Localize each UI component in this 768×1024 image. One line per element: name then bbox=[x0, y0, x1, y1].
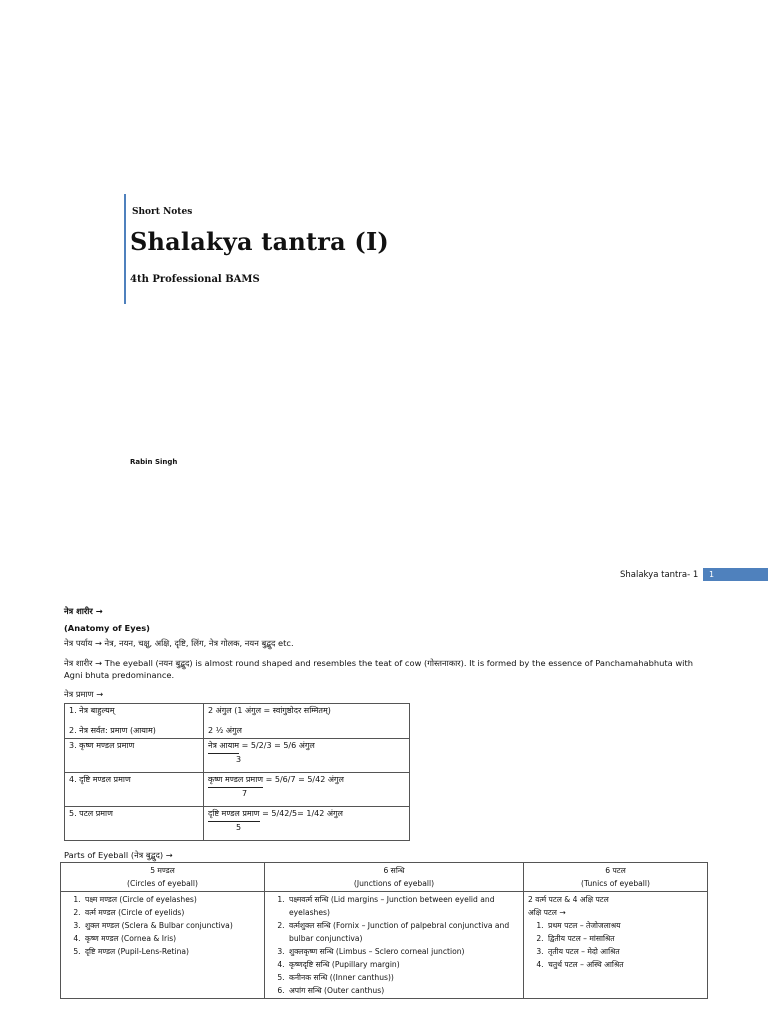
table-cell bbox=[265, 892, 524, 999]
table-header-cell bbox=[265, 863, 524, 892]
list-item: 5. दृष्टि मण्डल (Pupil-Lens-Retina) bbox=[83, 945, 260, 958]
document-title: Shalakya tantra (I) bbox=[130, 227, 389, 256]
table-row bbox=[65, 704, 410, 739]
table-cell bbox=[65, 773, 204, 807]
measure-value: 2 अंगुल (1 अंगुल = स्वांगुष्ठोदर सम्मितम्) bbox=[208, 706, 331, 715]
fraction-denominator: 3 bbox=[236, 755, 242, 764]
table-cell bbox=[524, 892, 708, 999]
patala-summary: 2 वर्त्म पटल & 4 अक्षि पटल bbox=[528, 895, 609, 904]
table-cell bbox=[61, 892, 265, 999]
section-subheading: (Anatomy of Eyes) bbox=[64, 623, 150, 633]
fraction bbox=[208, 774, 344, 800]
list-item: 4. कृष्ण मण्डल (Cornea & Iris) bbox=[83, 932, 260, 945]
column-title: 6 पटल bbox=[605, 866, 626, 875]
table-cell bbox=[204, 704, 410, 739]
list-item: 6. अपांग सन्धि (Outer canthus) bbox=[287, 984, 519, 997]
table-cell bbox=[65, 739, 204, 773]
parts-table bbox=[60, 862, 708, 999]
fraction bbox=[208, 740, 315, 766]
measure-heading: नेत्र प्रमाण → bbox=[64, 689, 104, 699]
document-subtitle: 4th Professional BAMS bbox=[130, 274, 260, 285]
measure-label: 5. पटल प्रमाण bbox=[69, 809, 113, 818]
table-header-cell bbox=[524, 863, 708, 892]
fraction-numerator: नेत्र आयाम bbox=[208, 740, 239, 754]
list-item: 1. पक्ष्म मण्डल (Circle of eyelashes) bbox=[83, 893, 260, 906]
table-cell bbox=[204, 773, 410, 807]
measure-value: 2 ½ अंगुल bbox=[208, 726, 242, 735]
measure-value: = 5/2/3 = 5/6 अंगुल bbox=[239, 741, 315, 750]
list-item: 2. वर्त्मशुक्ल सन्धि (Fornix – Junction of palpebral conjunctiva and bulbar conjunctiva) bbox=[287, 919, 519, 945]
table-cell bbox=[65, 807, 204, 841]
table-row bbox=[65, 739, 410, 773]
list-item: 4. कृष्णदृष्टि सन्धि (Pupillary margin) bbox=[287, 958, 519, 971]
list-item: 3. शुक्लकृष्ण सन्धि (Limbus – Sclero corneal junction) bbox=[287, 945, 519, 958]
author-name: Rabin Singh bbox=[130, 458, 178, 466]
list-item: 3. शुक्ल मण्डल (Sclera & Bulbar conjunctiva) bbox=[83, 919, 260, 932]
list-item: 1. पक्ष्मवर्त्म सन्धि (Lid margins – Junction between eyelid and eyelashes) bbox=[287, 893, 519, 919]
fraction-denominator: 7 bbox=[242, 789, 248, 798]
measure-value: = 5/6/7 = 5/42 अंगुल bbox=[263, 775, 344, 784]
fraction-numerator: कृष्ण मण्डल प्रमाण bbox=[208, 774, 263, 788]
mandala-list bbox=[65, 893, 260, 958]
list-item: 1. प्रथम पटल – तेजोजलाश्रय bbox=[546, 919, 703, 932]
column-title: 5 मण्डल bbox=[150, 866, 175, 875]
column-subtitle: (Junctions of eyeball) bbox=[353, 879, 435, 888]
list-item: 5. कनीनक सन्धि ((Inner canthus)) bbox=[287, 971, 519, 984]
table-row bbox=[65, 773, 410, 807]
parts-heading: Parts of Eyeball (नेत्र बुद्बुद) → bbox=[64, 850, 173, 860]
column-subtitle: (Circles of eyeball) bbox=[127, 879, 198, 888]
measure-label: 4. दृष्टि मण्डल प्रमाण bbox=[69, 775, 131, 784]
measure-label: 2. नेत्र सर्वत: प्रमाण (आयाम) bbox=[69, 726, 156, 735]
section-heading: नेत्र शारीर → bbox=[64, 606, 103, 616]
eyeball-description: नेत्र शारीर → The eyeball (नयन बुद्बुद) is almost round shaped and resembles the teat of cow (गोस्तनाकार). It is formed by the essence of Panchamahabhuta with Agni bhuta predominance. bbox=[64, 658, 694, 680]
table-row bbox=[65, 807, 410, 841]
table-row bbox=[61, 892, 708, 999]
measure-value: = 5/42/5= 1/42 अंगुल bbox=[259, 809, 343, 818]
list-item: 2. वर्त्म मण्डल (Circle of eyelids) bbox=[83, 906, 260, 919]
table-header-row bbox=[61, 863, 708, 892]
table-cell bbox=[65, 704, 204, 739]
synonyms-line: नेत्र पर्याय → नेत्र, नयन, चक्षु, अक्षि, दृष्टि, लिंग, नेत्र गोलक, नयन बुद्बुद etc. bbox=[64, 638, 294, 648]
column-subtitle: (Tunics of eyeball) bbox=[581, 879, 650, 888]
table-header-cell bbox=[61, 863, 265, 892]
list-item: 4. चतुर्थ पटल – अस्थि आश्रित bbox=[546, 958, 703, 971]
column-title: 6 सन्धि bbox=[383, 866, 405, 875]
table-cell bbox=[204, 739, 410, 773]
measure-label: 3. कृष्ण मण्डल प्रमाण bbox=[69, 741, 135, 750]
patala-subheading: अक्षि पटल → bbox=[528, 908, 566, 917]
measure-label: 1. नेत्र बाहुल्यम् bbox=[69, 706, 115, 715]
cover-kicker: Short Notes bbox=[132, 207, 193, 217]
list-item: 2. द्वितीय पटल – मांसाश्रित bbox=[546, 932, 703, 945]
table-cell bbox=[204, 807, 410, 841]
list-item: 3. तृतीय पटल – मेदो आश्रित bbox=[546, 945, 703, 958]
fraction-numerator: दृष्टि मण्डल प्रमाण bbox=[208, 808, 260, 822]
fraction-denominator: 5 bbox=[236, 823, 242, 832]
cover-accent-bar bbox=[124, 194, 126, 304]
patala-list bbox=[528, 919, 703, 971]
page-number: 1 bbox=[703, 568, 768, 581]
fraction bbox=[208, 808, 343, 834]
footer-label: Shalakya tantra- 1 bbox=[620, 570, 699, 580]
sandhi-list bbox=[269, 893, 519, 997]
measure-table bbox=[64, 703, 410, 841]
